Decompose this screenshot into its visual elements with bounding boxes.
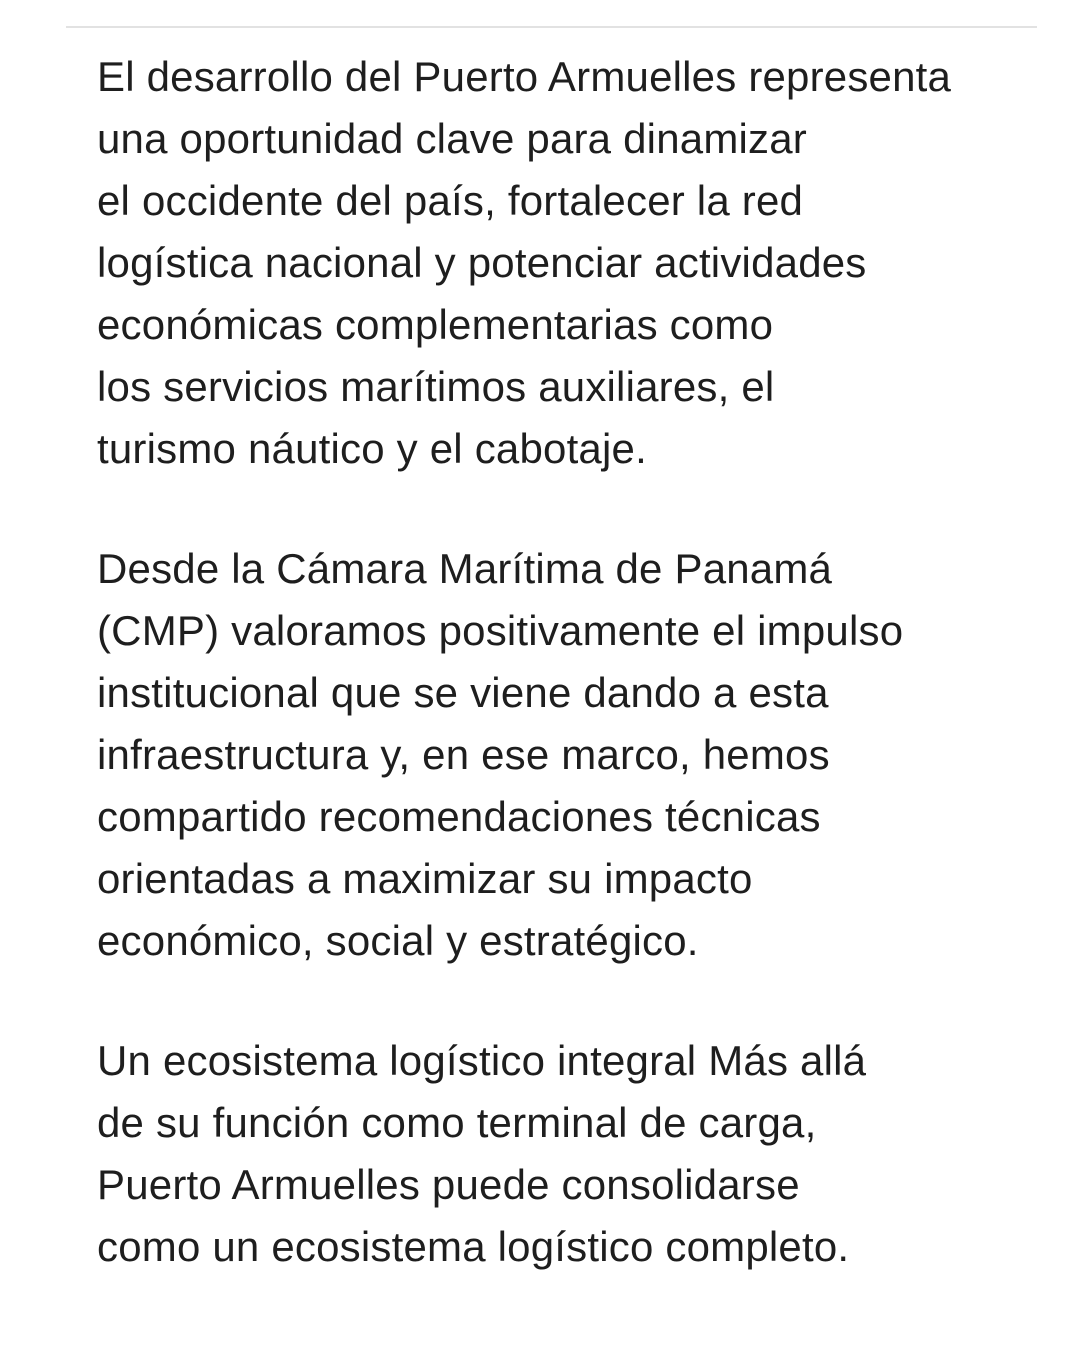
text-line: de su función como terminal de carga, <box>97 1099 817 1146</box>
article-body <box>97 46 1042 1278</box>
paragraph-1 <box>97 46 1042 480</box>
paragraph-2 <box>97 538 1042 972</box>
text-line: logística nacional y potenciar actividades <box>97 239 867 286</box>
text-line: Un ecosistema logístico integral Más allá <box>97 1037 867 1084</box>
text-line: como un ecosistema logístico completo. <box>97 1223 850 1270</box>
text-line: los servicios marítimos auxiliares, el <box>97 363 775 410</box>
text-line: (CMP) valoramos positivamente el impulso <box>97 607 904 654</box>
text-line: El desarrollo del Puerto Armuelles representa <box>97 53 952 100</box>
top-divider <box>66 26 1037 28</box>
text-line: orientadas a maximizar su impacto <box>97 855 753 902</box>
text-line: económicas complementarias como <box>97 301 774 348</box>
text-line: una oportunidad clave para dinamizar <box>97 115 807 162</box>
text-line: el occidente del país, fortalecer la red <box>97 177 804 224</box>
text-line: institucional que se viene dando a esta <box>97 669 829 716</box>
text-line: Puerto Armuelles puede consolidarse <box>97 1161 800 1208</box>
text-line: turismo náutico y el cabotaje. <box>97 425 647 472</box>
text-line: infraestructura y, en ese marco, hemos <box>97 731 830 778</box>
paragraph-3 <box>97 1030 1042 1278</box>
text-line: económico, social y estratégico. <box>97 917 699 964</box>
text-line: compartido recomendaciones técnicas <box>97 793 821 840</box>
text-line: Desde la Cámara Marítima de Panamá <box>97 545 833 592</box>
